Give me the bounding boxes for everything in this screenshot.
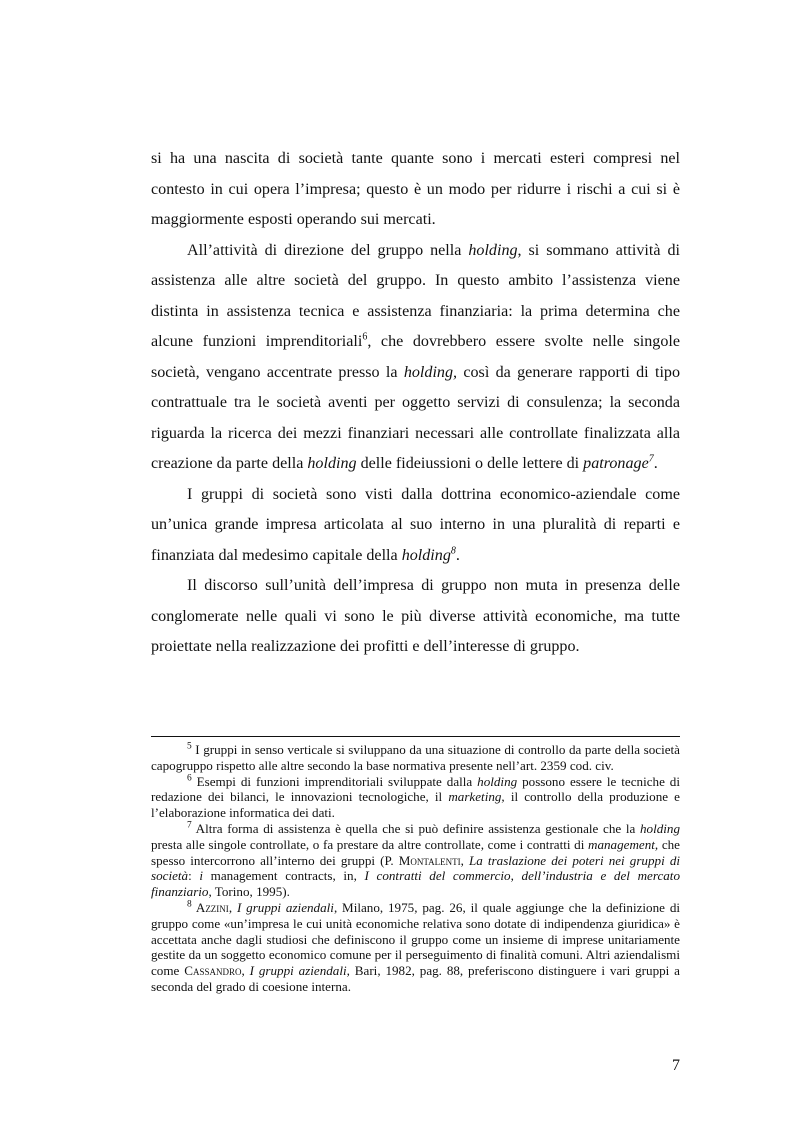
text-run: Bari, 1982, pag. 88, preferiscono distinguere i vari gruppi a seconda del grado di coesione interna. (151, 963, 680, 994)
text-run: holding (468, 241, 518, 259)
text-run: holding (639, 820, 680, 836)
text-run: holding (401, 546, 451, 564)
text-run: così da generare rapporti di tipo contrattuale tra le società aventi per oggetto servizi di consulenza; la seconda riguarda la ricerca dei mezzi finanziari necessari alle controllate finalizzata alla creazione da parte della (151, 363, 681, 472)
footnote-7 (151, 821, 680, 900)
text-run: , (460, 852, 469, 868)
footnote-ref: 7 (187, 820, 192, 831)
text-run: Il discorso sull’unità dell’impresa di gruppo non muta in presenza delle conglomerate nelle quali vi sono le più diverse attività economiche, ma tutte proiettate nella realizzazione dei profitti e dell’interesse di gruppo. (151, 577, 680, 655)
text-run: Esempi di funzioni imprenditoriali sviluppate dalla (191, 773, 478, 789)
body-paragraph-3 (151, 480, 680, 572)
text-run: che spesso intercorrono all’interno dei gruppi (P. M (151, 836, 680, 868)
text-run: I gruppi di società sono visti dalla dottrina economico-aziendale come un’unica grande impresa articolata al suo interno in una pluralità di reparti e finanziata dal medesimo capitale della (151, 485, 680, 564)
text-run: possono essere le tecniche di redazione dei bilanci, le innovazioni tecnologiche, il (151, 773, 680, 805)
footnote-separator (151, 736, 680, 737)
text-run: il controllo della produzione e l’elaborazione informatica dei dati. (151, 789, 680, 821)
text-run: marketing, (448, 789, 505, 805)
text-run: ontalenti (410, 852, 461, 868)
text-run: management contracts, in, (203, 868, 365, 884)
text-run: I contratti del commercio, dell’industria e del mercato finanziario (151, 868, 680, 900)
text-run: I gruppi aziendali, (249, 963, 350, 979)
text-run: delle fideiussioni o delle lettere di (356, 455, 584, 472)
footnote-ref: 8 (450, 545, 456, 557)
body-text (151, 144, 680, 663)
body-paragraph-1 (151, 144, 680, 236)
text-run: All’attività di direzione del gruppo nella (187, 241, 469, 259)
footnotes (151, 742, 680, 995)
body-paragraph-4 (151, 571, 680, 663)
text-run: La traslazione dei poteri nei gruppi di società (151, 852, 680, 884)
footnote-ref: 7 (648, 453, 654, 465)
text-run: si ha una nascita di società tante quante sono i mercati esteri compresi nel contesto in cui opera l’impresa; questo è un modo per ridurre i rischi a cui si è maggiormente esposti operando sui mercati. (151, 150, 680, 228)
text-run: zzini (205, 899, 229, 915)
body-paragraph-2 (151, 236, 680, 480)
text-run: , Milano, 1975, pag. 26, il quale aggiunge che la definizione di gruppo come «un’impresa le cui unità economiche relativa sono dotate di indipendenza giuridica» è accettata anche dagli studiosi che definiscono il gruppo come un insieme di imprese unitariamente gestite da un soggetto economico comune per il perseguimento di finalità comuni. Altri aziendalismi come C (151, 899, 680, 979)
text-run: holding, (403, 363, 458, 381)
text-run: , si sommano attività di assistenza alle altre società del gruppo. In questo ambito l’assistenza viene distinta in assistenza tecnica e assistenza finanziaria: la prima determina che alcune funzioni imprenditoriali (151, 241, 680, 350)
footnote-ref: 8 (187, 899, 192, 910)
footnote-ref: 6 (362, 331, 368, 343)
text-run: I gruppi in senso verticale si sviluppano da una situazione di controllo da parte della società capogruppo rispetto alle altre secondo la base normativa presente nell’art. 2359 cod. civ. (151, 742, 680, 773)
text-run: . (455, 546, 460, 564)
text-run: , che dovrebbero essere svolte nelle singole società, vengano accentrate presso la (151, 333, 680, 381)
text-run: holding (307, 455, 357, 472)
footnote-6 (151, 774, 680, 821)
footnote-ref: 5 (187, 741, 192, 752)
text-run: A (191, 899, 206, 915)
text-run: . (653, 455, 658, 472)
text-run: assandro (192, 963, 242, 979)
text-run: presta alle singole controllate, o fa prestare da altre controllate, come i contratti di (151, 836, 588, 852)
text-run: management, (588, 836, 659, 852)
text-run: i (199, 868, 204, 884)
text-run: holding (477, 773, 518, 789)
page-number: 7 (672, 1057, 680, 1074)
footnote-8 (151, 900, 680, 995)
text-run: , (241, 963, 250, 979)
text-run: Altra forma di assistenza è quella che si può definire assistenza gestionale che la (191, 820, 640, 836)
text-run: , Torino, 1995). (208, 884, 290, 900)
footnote-ref: 6 (187, 773, 192, 784)
text-run: , (228, 899, 237, 915)
text-run: : (188, 868, 200, 884)
footnote-5 (151, 742, 680, 774)
text-run: patronage (583, 455, 649, 472)
text-run: I gruppi aziendali (236, 899, 334, 915)
